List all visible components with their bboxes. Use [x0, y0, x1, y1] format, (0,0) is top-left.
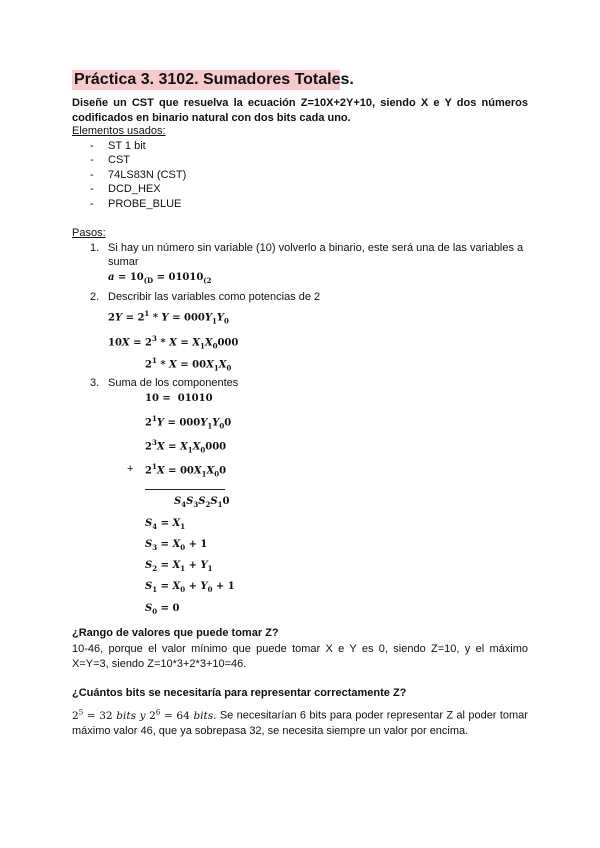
- plus-sign: +: [127, 463, 134, 475]
- math-exp: 6: [155, 708, 161, 716]
- math-exp: 5: [78, 708, 84, 716]
- list-item: PROBE_BLUE: [108, 198, 182, 210]
- step-number: 2.: [90, 291, 100, 303]
- list-bullet: -: [90, 140, 94, 152]
- equation-s1: $S_1 = X_0 + Y_0 + 1$: [145, 581, 235, 594]
- sum-row-10x: $2^3X = X_1X_0000$: [145, 438, 227, 455]
- equation-10x: $10X = 2^3 * X = X_1X_0000$: [108, 334, 239, 351]
- math-eq: =: [163, 709, 173, 722]
- list-item: ST 1 bit: [108, 140, 146, 152]
- sum-divider: [145, 489, 225, 490]
- list-bullet: -: [90, 154, 94, 166]
- question-range: ¿Rango de valores que puede tomar Z?: [72, 627, 279, 639]
- list-bullet: -: [90, 198, 94, 210]
- math-value: 64: [176, 709, 190, 722]
- equation-s0: $S_0 = 0$: [145, 603, 180, 616]
- page-title: Práctica 3. 3102. Sumadores Totales.: [74, 71, 354, 88]
- step-number: 3.: [90, 377, 100, 389]
- step-text: sumar: [108, 256, 139, 268]
- equation-s3: $S_3 = X_0 + 1$: [145, 539, 208, 552]
- step-text: Suma de los componentes: [108, 377, 239, 389]
- list-bullet: -: [90, 169, 94, 181]
- steps-heading: Pasos:: [72, 227, 106, 239]
- math-base: 2: [149, 709, 156, 722]
- sum-row-2x: $2^1X = 00X_1X_00$: [145, 462, 227, 479]
- list-item: 74LS83N (CST): [108, 169, 187, 181]
- equation-s2: $S_2 = X_1 + Y_1$: [145, 560, 213, 573]
- list-item: CST: [108, 154, 130, 166]
- sum-row-10: 10 = 01010: [145, 393, 213, 404]
- list-item: DCD_HEX: [108, 183, 161, 195]
- answer-bits: [72, 705, 528, 739]
- sum-result: $S_4S_3S_2S_10$: [174, 496, 230, 509]
- equation-s4: $S_4 = X_1$: [145, 518, 186, 531]
- sum-row-2y: $2^1Y = 000Y_1Y_00$: [145, 414, 232, 431]
- elements-heading: Elementos usados:: [72, 125, 166, 137]
- step-text: Si hay un número sin variable (10) volverlo a binario, este será una de las variables a: [108, 242, 524, 254]
- step-text: Describir las variables como potencias de 2: [108, 291, 321, 303]
- math-eq: =: [86, 709, 96, 722]
- intro-paragraph: Diseñe un CST que resuelva la ecuación Z=10X+2Y+10, siendo X e Y dos números codificados en binario natural con dos bits cada uno.: [72, 97, 528, 124]
- equation-a: $a = 10_{(D} = 01010_{(2}$: [108, 272, 212, 285]
- math-text: bits y: [116, 709, 146, 722]
- question-bits: ¿Cuántos bits se necesitaría para representar correctamente Z?: [72, 687, 407, 699]
- equation-2x: $2^1 * X = 00X_1X_0$: [145, 356, 232, 373]
- answer-bits-text: Se necesitarían 6 bits para poder representar Z al poder tomar máximo valor 46, que ya sobrepasa 32, se necesita siempre un valor por encima.: [72, 709, 528, 737]
- math-value: 32: [99, 709, 113, 722]
- math-base: 2: [72, 709, 79, 722]
- list-bullet: -: [90, 183, 94, 195]
- math-text: bits.: [193, 709, 217, 722]
- step-number: 1.: [90, 242, 100, 254]
- equation-2y: $2Y = 2^1 * Y = 000Y_1Y_0$: [108, 309, 229, 326]
- answer-range: 10-46, porque el valor mínimo que puede tomar X e Y es 0, siendo Z=10, y el máximo X=Y=3, siendo Z=10*3+2*3+10=46.: [72, 643, 528, 670]
